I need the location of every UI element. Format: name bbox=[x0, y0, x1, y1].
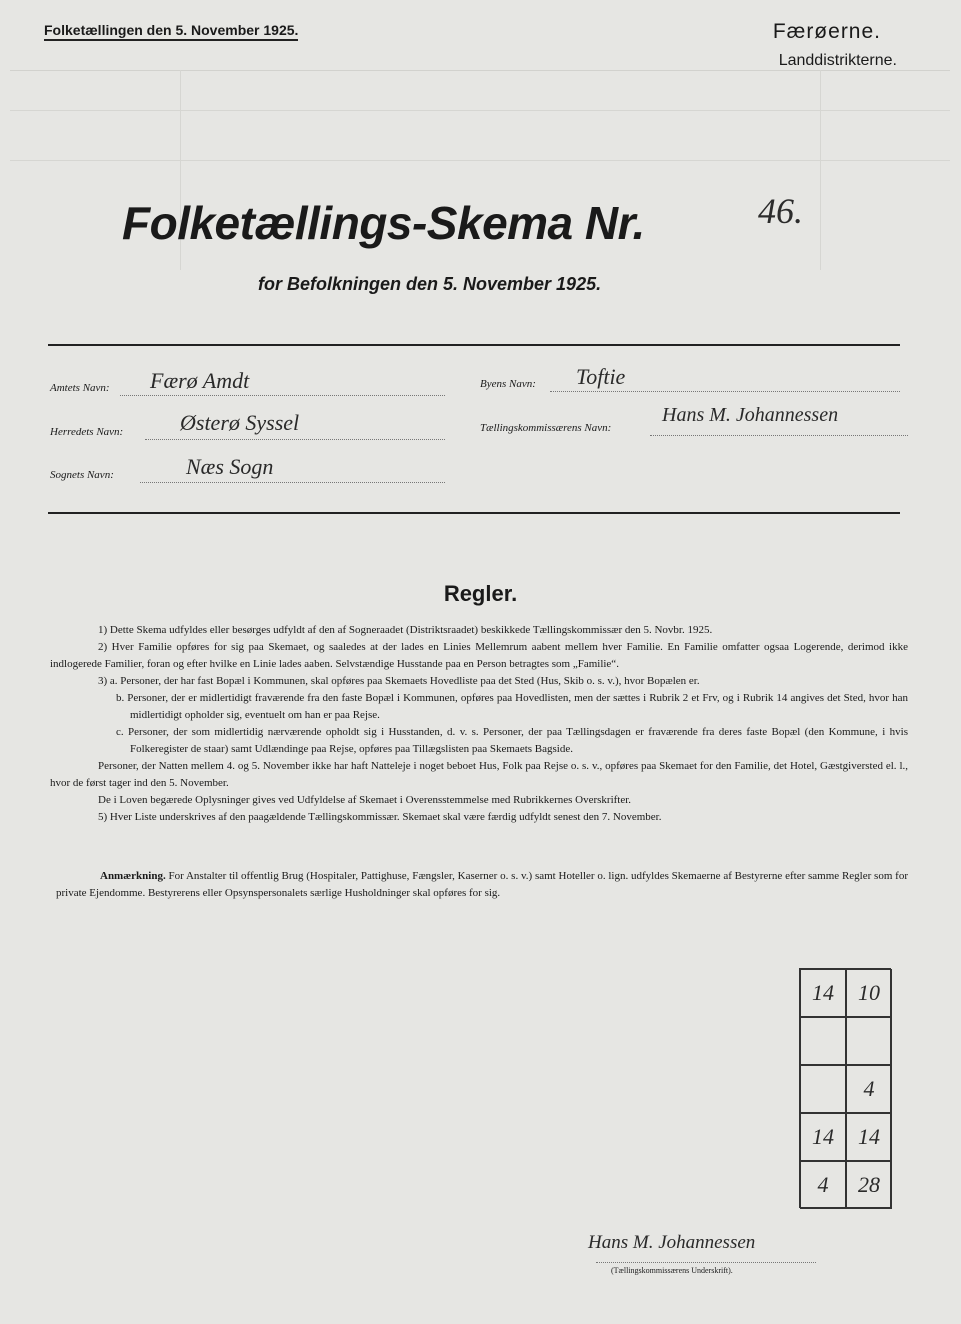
by-label: Byens Navn: bbox=[480, 378, 536, 390]
census-date-header: Folketællingen den 5. November 1925. bbox=[44, 22, 298, 41]
bleed-through-line bbox=[10, 160, 950, 161]
tally-cell: 10 bbox=[846, 969, 892, 1017]
tally-cell: 28 bbox=[846, 1161, 892, 1209]
herred-value: Østerø Syssel bbox=[180, 410, 300, 435]
bleed-through-line bbox=[820, 70, 821, 270]
tally-grid bbox=[799, 968, 891, 1208]
tally-cell: 14 bbox=[800, 969, 846, 1017]
tally-cell: 4 bbox=[800, 1161, 846, 1209]
kommissaer-line bbox=[650, 435, 908, 436]
tally-cell: 4 bbox=[846, 1065, 892, 1113]
rule-5: 5) Hver Liste underskrives af den paagældende Tællingskommissær. Skemaet skal være færdig udfyldt senest den 7. November. bbox=[98, 811, 662, 823]
tally-cell: 14 bbox=[800, 1113, 846, 1161]
bottom-rule bbox=[48, 512, 900, 514]
anmaerkning-label: Anmærkning. bbox=[100, 870, 166, 882]
tally-cell bbox=[846, 1017, 892, 1065]
amt-line bbox=[120, 395, 445, 396]
rule-4: De i Loven begærede Oplysninger gives ved Udfyldelse af Skemaet i Overensstemmelse med Rubrikkernes Overskrifter. bbox=[98, 794, 632, 806]
anmaerkning-text: For Anstalter til offentlig Brug (Hospitaler, Pattighuse, Fængsler, Kaserner o. s. v.) samt Hoteller o. lign. udfyldes Skemaerne af Bestyrerne efter samme Regler som for private Ejendomme. Bestyrerens eller Opsynspersonalets særlige Husholdninger skal opføres for sig. bbox=[56, 870, 909, 899]
sogn-label: Sognets Navn: bbox=[50, 469, 114, 481]
kommissaer-label: Tællingskommissærens Navn: bbox=[480, 422, 612, 434]
tally-cell bbox=[800, 1017, 846, 1065]
district-header: Landdistrikterne. bbox=[778, 52, 897, 69]
form-number-handwritten: 46. bbox=[758, 191, 803, 231]
rule-3-note: Personer, der Natten mellem 4. og 5. November ikke har haft Natteleje i noget beboet Hus, Folk paa Rejse o. s. v., opføres paa Skemaet for den Familie, det Hotel, Gæstgiversted el. l., hvor de først tager ind den 5. November. bbox=[50, 760, 908, 789]
regler-heading: Regler. bbox=[443, 581, 518, 606]
tally-cell: 14 bbox=[846, 1113, 892, 1161]
region-header: Færøerne. bbox=[772, 20, 881, 43]
tally-cell bbox=[800, 1065, 846, 1113]
rules-block bbox=[50, 622, 908, 826]
rule-3a: 3) a. Personer, der har fast Bopæl i Kommunen, skal opføres paa Skemaets Hovedliste paa det Sted (Hus, Skib o. s. v.), hvor Bopælen er. bbox=[98, 675, 700, 687]
bleed-through-line bbox=[10, 70, 950, 71]
by-value: Toftie bbox=[576, 364, 626, 389]
kommissaer-value: Hans M. Johannessen bbox=[662, 404, 839, 426]
sogn-value: Næs Sogn bbox=[186, 454, 274, 479]
rule-1: 1) Dette Skema udfyldes eller besørges udfyldt af den af Sogneraadet (Distriktsraadet) beskikkede Tællingskommissær den 5. Novbr. 1925. bbox=[98, 624, 713, 636]
herred-label: Herredets Navn: bbox=[50, 426, 124, 438]
rule-3c: c. Personer, der som midlertidig nærværende opholdt sig i Husstanden, d. v. s. Personer, der paa Tællingsdagen er fraværende fra deres faste Bopæl (den Kommune, i hvis Folkeregister de staar) samt Udlændinge paa Rejse, opføres paa Tillægslisten paa Skemaets Bagside. bbox=[116, 726, 908, 755]
signature-caption: (Tællingskommissærens Underskrift). bbox=[611, 1266, 733, 1275]
sogn-line bbox=[140, 482, 445, 483]
herred-line bbox=[145, 439, 445, 440]
form-subtitle: for Befolkningen den 5. November 1925. bbox=[258, 274, 602, 294]
bleed-through-line bbox=[10, 110, 950, 111]
by-line bbox=[550, 391, 900, 392]
amt-value: Færø Amdt bbox=[150, 368, 250, 393]
anmaerkning-block bbox=[56, 868, 908, 902]
rule-2: 2) Hver Familie opføres for sig paa Skemaet, og saaledes at der lades en Linies Mellemrum aabent mellem hver Familie. En Familie omfatter ogsaa Logerende, derimod ikke indlogerede Familier, foran og efter hvilke en Linie lades aaben. Selvstændige Husstande paa en Person betragtes som „Familie“. bbox=[50, 641, 908, 670]
rule-3b: b. Personer, der er midlertidigt fraværende fra den faste Bopæl i Kommunen, opføres paa Hovedlisten, men der sættes i Rubrik 2 et Frv, og i Rubrik 14 angives det Sted, hvor han midlertidigt opholder sig, eventuelt om han er paa Rejse. bbox=[116, 692, 908, 721]
signature-line bbox=[596, 1262, 816, 1263]
form-title: Folketællings-Skema Nr. bbox=[122, 197, 645, 249]
top-rule bbox=[48, 344, 900, 346]
kommissaer-signature: Hans M. Johannessen bbox=[588, 1232, 756, 1253]
amt-label: Amtets Navn: bbox=[50, 382, 110, 394]
